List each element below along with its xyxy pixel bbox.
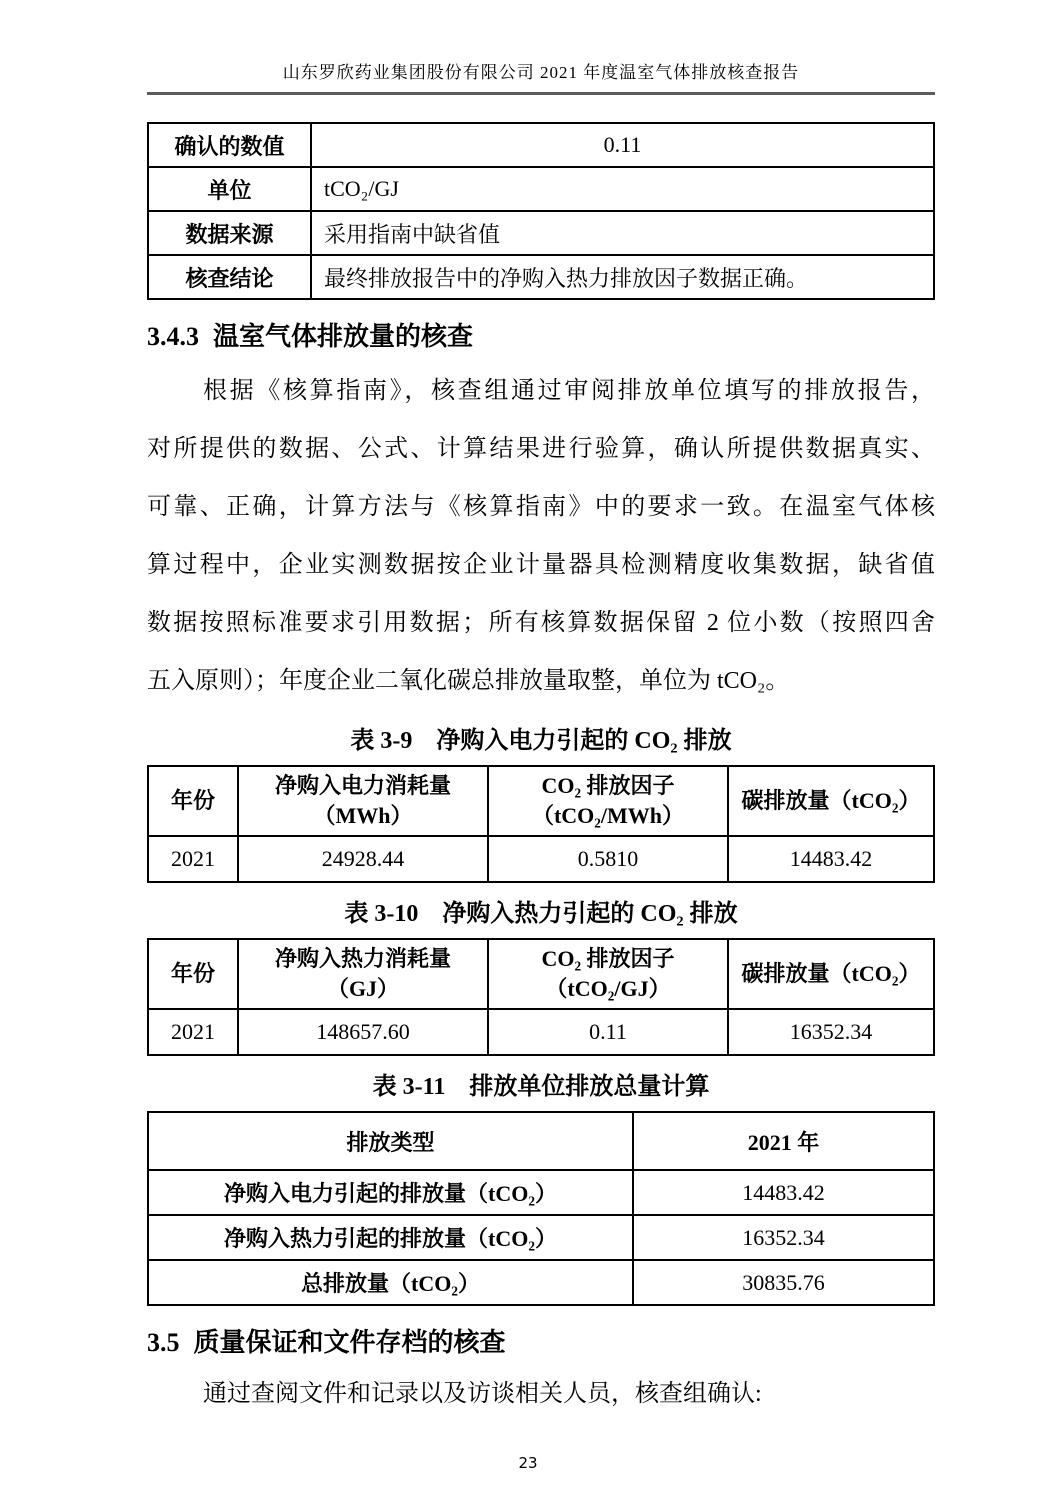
cell-emission-factor: 0.11 [488,1009,728,1055]
section-title: 温室气体排放量的核查 [213,322,474,351]
header-line: CO₂ 排放因子 [541,773,675,798]
table-row [148,167,934,211]
cell-heat-emission-value: 16352.34 [633,1215,934,1260]
table-row [148,836,934,882]
header-heat-consumption [238,939,488,1009]
header-emission-type: 排放类型 [148,1112,633,1170]
table-3-9-caption: 表 3-9 净购入电力引起的 CO₂ 排放 [350,728,732,754]
table-3-11-caption: 表 3-11 排放单位排放总量计算 [372,1074,710,1100]
page-number: 23 [518,1454,538,1472]
header-year: 年份 [148,939,238,1009]
table-row [148,1215,934,1260]
factor-value-data-source: 采用指南中缺省值 [311,211,934,255]
cell-carbon-emission: 16352.34 [728,1009,934,1055]
header-line: 净购入热力消耗量 [274,946,451,971]
table-row [148,123,934,167]
page-header [147,0,935,95]
section-number: 3.4.3 [147,322,199,351]
paragraph-line: 对所提供的数据、公式、计算结果进行验算，确认所提供数据真实、 [147,436,935,462]
header-year-2021: 2021 年 [633,1112,934,1170]
table-3-11 [147,1111,935,1306]
cell-year: 2021 [148,836,238,882]
table-row [148,255,934,299]
section-3-5-heading [147,1326,935,1360]
section-number: 3.5 [147,1328,180,1357]
cell-heat-consumption: 148657.60 [238,1009,488,1055]
paragraph-line: 数据按照标准要求引用数据；所有核算数据保留 2 位小数（按照四舍 [147,610,935,636]
cell-emission-factor: 0.5810 [488,836,728,882]
section-title: 质量保证和文件存档的核查 [193,1328,506,1357]
table-3-10 [147,938,935,1056]
cell-carbon-emission: 14483.42 [728,836,934,882]
section-3-4-3-heading [147,320,935,354]
table-header-row [148,766,934,836]
factor-label-confirmed-value: 确认的数值 [148,123,311,167]
header-emission-factor [488,766,728,836]
header-line: CO₂ 排放因子 [541,946,675,971]
table-row [148,211,934,255]
table-3-9 [147,765,935,883]
paragraph-line: 算过程中，企业实测数据按企业计量器具检测精度收集数据，缺省值 [147,552,935,578]
factor-label-data-source: 数据来源 [148,211,311,255]
page-content [147,122,935,1414]
factor-value-confirmed-value: 0.11 [311,123,934,167]
paragraph-line: 可靠、正确，计算方法与《核算指南》中的要求一致。在温室气体核 [147,494,935,520]
factor-value-unit: tCO₂/GJ [311,167,934,211]
paragraph-3-5: 通过查阅文件和记录以及访谈相关人员，核查组确认: [203,1381,762,1407]
header-title: 山东罗欣药业集团股份有限公司 2021 年度温室气体排放核查报告 [282,63,800,82]
cell-electricity-emission-value: 14483.42 [633,1170,934,1215]
table-3-10-caption: 表 3-10 净购入热力引起的 CO₂ 排放 [344,901,738,927]
header-line: （tCO₂/GJ） [545,976,671,1001]
header-year: 年份 [148,766,238,836]
factor-label-conclusion: 核查结论 [148,255,311,299]
cell-electricity-emission-label: 净购入电力引起的排放量（tCO₂） [148,1170,633,1215]
header-line: （tCO₂/MWh） [531,803,685,828]
table-header-row [148,939,934,1009]
header-electricity-consumption [238,766,488,836]
header-line: （MWh） [313,803,413,828]
paragraph-line: 五入原则）；年度企业二氧化碳总排放量取整，单位为 tCO₂。 [147,668,790,694]
header-rule [147,92,935,95]
header-line: （GJ） [326,976,400,1001]
table-row [148,1260,934,1305]
cell-total-emission-label: 总排放量（tCO₂） [148,1260,633,1305]
factor-confirmation-table [147,122,935,300]
cell-year: 2021 [148,1009,238,1055]
cell-electricity-consumption: 24928.44 [238,836,488,882]
factor-value-conclusion: 最终排放报告中的净购入热力排放因子数据正确。 [311,255,934,299]
table-header-row [148,1112,934,1170]
paragraph-3-4-3 [147,362,935,710]
table-row [148,1170,934,1215]
cell-total-emission-value: 30835.76 [633,1260,934,1305]
header-emission-factor [488,939,728,1009]
header-carbon-emission: 碳排放量（tCO₂） [728,939,934,1009]
factor-label-unit: 单位 [148,167,311,211]
header-line: 净购入电力消耗量 [274,773,451,798]
header-carbon-emission: 碳排放量（tCO₂） [728,766,934,836]
table-row [148,1009,934,1055]
cell-heat-emission-label: 净购入热力引起的排放量（tCO₂） [148,1215,633,1260]
paragraph-line: 根据《核算指南》，核查组通过审阅排放单位填写的排放报告， [203,378,935,404]
